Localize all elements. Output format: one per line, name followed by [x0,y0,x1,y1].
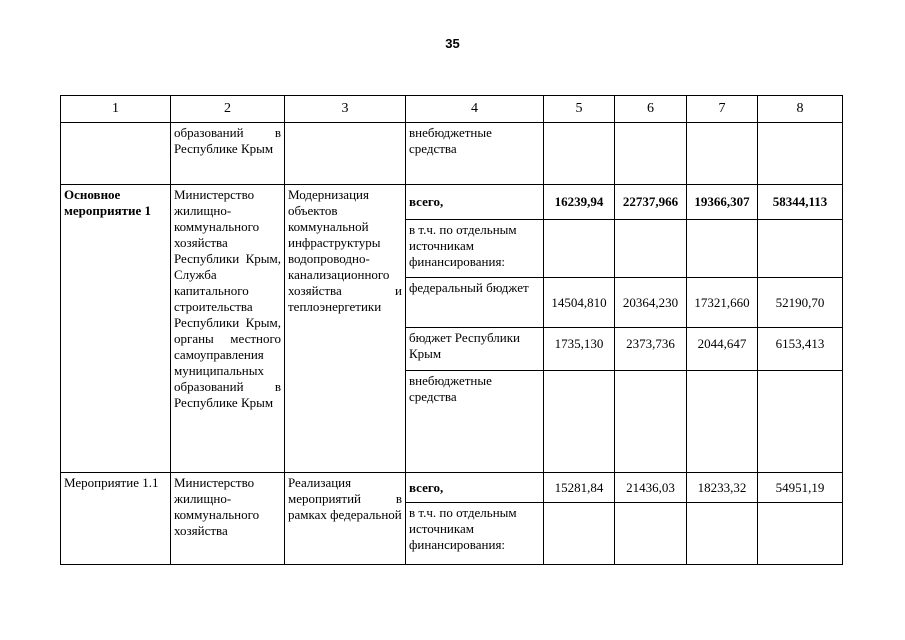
funding-table [60,95,843,565]
header-row [61,96,843,123]
header-cell: 3 [285,96,406,123]
value-cell: 22737,966 [615,185,687,220]
header-cell: 7 [687,96,758,123]
value-cell: 18233,32 [687,473,758,503]
table-row [61,473,843,503]
event-name: Мероприятие 1.1 [61,473,171,565]
executor-cell: образований в Республике Крым [171,123,285,185]
value-cell: 52190,70 [758,278,843,328]
value-cell: 1735,130 [544,328,615,371]
table-row [61,123,843,185]
value-cell: 14504,810 [544,278,615,328]
event-title: Модернизация объектов коммунальной инфраструктуры водопроводно-канализационного хозяйства и теплоэнергетики [285,185,406,473]
value-cell: 17321,660 [687,278,758,328]
value-cell: 21436,03 [615,473,687,503]
header-cell: 2 [171,96,285,123]
event-title: Реализация мероприятий в рамках федеральной [285,473,406,565]
value-cell: 6153,413 [758,328,843,371]
source-cell: в т.ч. по отдельным источникам финансирования: [406,220,544,278]
value-cell: 54951,19 [758,473,843,503]
value-cell: 2373,736 [615,328,687,371]
header-cell: 5 [544,96,615,123]
source-cell: бюджет Республики Крым [406,328,544,371]
source-cell: всего, [406,473,544,503]
table-row [61,185,843,220]
source-cell: всего, [406,185,544,220]
header-cell: 1 [61,96,171,123]
header-cell: 6 [615,96,687,123]
header-cell: 8 [758,96,843,123]
source-cell: внебюджетные средства [406,123,544,185]
value-cell: 58344,113 [758,185,843,220]
event-name: Основное мероприятие 1 [61,185,171,473]
header-cell: 4 [406,96,544,123]
value-cell: 15281,84 [544,473,615,503]
value-cell: 16239,94 [544,185,615,220]
source-cell: федеральный бюджет [406,278,544,328]
page-number: 35 [445,36,460,51]
value-cell: 19366,307 [687,185,758,220]
source-cell: в т.ч. по отдельным источникам финансирования: [406,503,544,565]
value-cell: 20364,230 [615,278,687,328]
executor-cell: Министерство жилищно-коммунального хозяйства Республики Крым, Служба капитального строительства Республики Крым, органы местного самоуправления муниципальных образований в Республике Крым [171,185,285,473]
value-cell: 2044,647 [687,328,758,371]
source-cell: внебюджетные средства [406,371,544,473]
executor-cell: Министерство жилищно-коммунального хозяйства [171,473,285,565]
